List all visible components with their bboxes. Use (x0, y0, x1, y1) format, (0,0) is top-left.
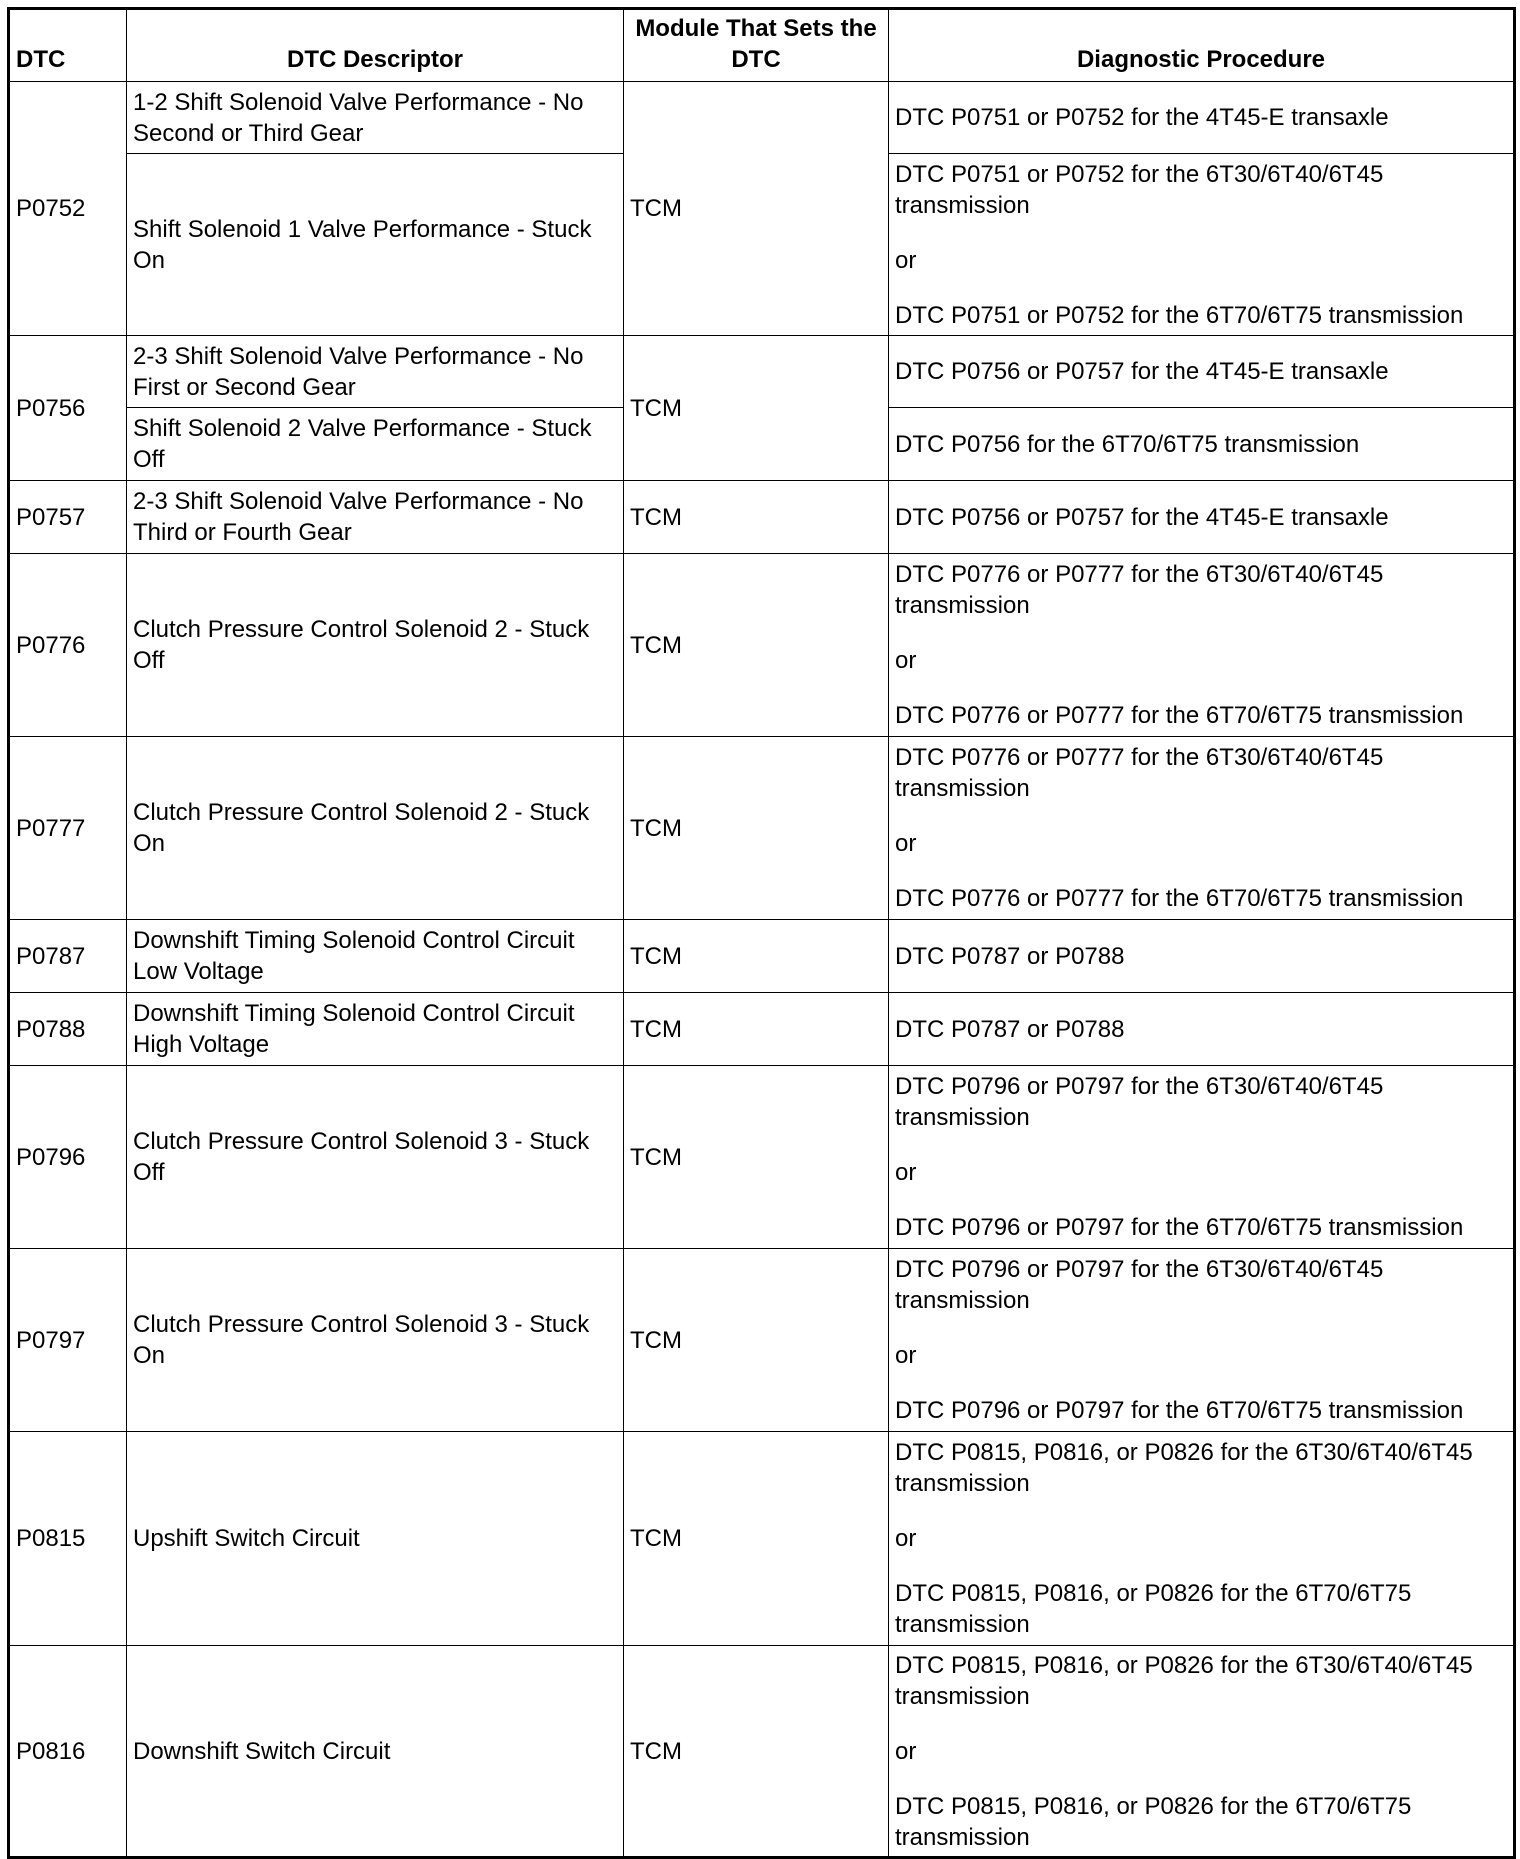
procedure-line: DTC P0796 or P0797 for the 6T70/6T75 transmission (895, 1214, 1464, 1241)
dtc-descriptor: 2-3 Shift Solenoid Valve Performance - No Third or Fourth Gear (127, 481, 624, 554)
module-cell: TCM (624, 82, 889, 336)
header-procedure: Diagnostic Procedure (889, 9, 1515, 82)
table-row-p0752-a (9, 82, 1515, 154)
dtc-descriptor: Upshift Switch Circuit (127, 1432, 624, 1646)
procedure-cell: DTC P0756 or P0757 for the 4T45-E transaxle (889, 336, 1515, 408)
procedure-or: or (895, 830, 917, 857)
module-cell: TCM (624, 336, 889, 481)
procedure-line: DTC P0815, P0816, or P0826 for the 6T30/6T40/6T45 transmission (895, 1651, 1473, 1710)
procedure-line: DTC P0796 or P0797 for the 6T30/6T40/6T45 transmission (895, 1073, 1384, 1131)
module-cell: TCM (624, 481, 889, 554)
dtc-table (7, 7, 1516, 1859)
procedure-cell (889, 1432, 1515, 1646)
table-row-p0816 (9, 1646, 1515, 1858)
module-cell: TCM (624, 1249, 889, 1432)
module-cell: TCM (624, 554, 889, 737)
module-cell: TCM (624, 1066, 889, 1249)
procedure-cell (889, 1066, 1515, 1249)
module-cell: TCM (624, 1432, 889, 1646)
procedure-or: or (895, 1737, 917, 1765)
procedure-line: DTC P0796 or P0797 for the 6T70/6T75 transmission (895, 1397, 1464, 1424)
procedure-line: DTC P0776 or P0777 for the 6T70/6T75 transmission (895, 885, 1464, 912)
dtc-descriptor: Shift Solenoid 2 Valve Performance - Stuck Off (127, 408, 624, 481)
procedure-cell: DTC P0751 or P0752 for the 4T45-E transaxle (889, 82, 1515, 154)
procedure-line: DTC P0776 or P0777 for the 6T70/6T75 transmission (895, 702, 1464, 729)
table-row-p0787 (9, 920, 1515, 993)
table-row-p0815 (9, 1432, 1515, 1646)
dtc-descriptor: Clutch Pressure Control Solenoid 3 - Stuck On (127, 1249, 624, 1432)
table-row-p0777 (9, 737, 1515, 920)
procedure-line: DTC P0815, P0816, or P0826 for the 6T30/6T40/6T45 transmission (895, 1439, 1473, 1497)
procedure-line: DTC P0815, P0816, or P0826 for the 6T70/6T75 transmission (895, 1792, 1412, 1851)
dtc-descriptor: Clutch Pressure Control Solenoid 2 - Stuck Off (127, 554, 624, 737)
procedure-cell: DTC P0787 or P0788 (889, 993, 1515, 1066)
procedure-cell (889, 1249, 1515, 1432)
dtc-code: P0756 (9, 336, 127, 481)
module-cell: TCM (624, 1646, 889, 1858)
header-module: Module That Sets the DTC (624, 9, 889, 82)
procedure-or: or (895, 1342, 917, 1369)
module-cell: TCM (624, 993, 889, 1066)
table-row-p0776 (9, 554, 1515, 737)
dtc-code: P0776 (9, 554, 127, 737)
dtc-code: P0815 (9, 1432, 127, 1646)
dtc-code: P0788 (9, 993, 127, 1066)
dtc-code: P0797 (9, 1249, 127, 1432)
dtc-descriptor: Downshift Timing Solenoid Control Circuit High Voltage (127, 993, 624, 1066)
dtc-descriptor: Clutch Pressure Control Solenoid 2 - Stuck On (127, 737, 624, 920)
procedure-or: or (895, 647, 917, 674)
table-row-p0788 (9, 993, 1515, 1066)
dtc-code: P0787 (9, 920, 127, 993)
header-dtc: DTC (9, 9, 127, 82)
table-row-p0796 (9, 1066, 1515, 1249)
table-row-p0757 (9, 481, 1515, 554)
procedure-cell (889, 1646, 1515, 1858)
procedure-or: or (895, 1525, 917, 1552)
dtc-code: P0777 (9, 737, 127, 920)
dtc-descriptor: Shift Solenoid 1 Valve Performance - Stuck On (127, 154, 624, 336)
procedure-cell: DTC P0787 or P0788 (889, 920, 1515, 993)
module-cell: TCM (624, 737, 889, 920)
procedure-cell: DTC P0756 or P0757 for the 4T45-E transaxle (889, 481, 1515, 554)
dtc-descriptor: 1-2 Shift Solenoid Valve Performance - No Second or Third Gear (127, 82, 624, 154)
module-cell: TCM (624, 920, 889, 993)
dtc-code: P0757 (9, 481, 127, 554)
procedure-line: DTC P0751 or P0752 for the 6T30/6T40/6T45 transmission (895, 160, 1384, 219)
procedure-line: DTC P0751 or P0752 for the 6T70/6T75 transmission (895, 301, 1464, 329)
procedure-cell (889, 737, 1515, 920)
dtc-code: P0752 (9, 82, 127, 336)
procedure-line: DTC P0776 or P0777 for the 6T30/6T40/6T45 transmission (895, 744, 1384, 802)
procedure-line: DTC P0776 or P0777 for the 6T30/6T40/6T45 transmission (895, 561, 1384, 619)
dtc-descriptor: Clutch Pressure Control Solenoid 3 - Stuck Off (127, 1066, 624, 1249)
table-row-p0756-a (9, 336, 1515, 408)
dtc-descriptor: Downshift Timing Solenoid Control Circuit Low Voltage (127, 920, 624, 993)
procedure-or: or (895, 246, 917, 274)
dtc-descriptor: 2-3 Shift Solenoid Valve Performance - No First or Second Gear (127, 336, 624, 408)
dtc-code: P0816 (9, 1646, 127, 1858)
header-descriptor: DTC Descriptor (127, 9, 624, 82)
procedure-line: DTC P0796 or P0797 for the 6T30/6T40/6T45 transmission (895, 1256, 1384, 1314)
header-row (9, 9, 1515, 82)
procedure-cell (889, 554, 1515, 737)
dtc-code: P0796 (9, 1066, 127, 1249)
procedure-cell (889, 154, 1515, 336)
procedure-line: DTC P0815, P0816, or P0826 for the 6T70/6T75 transmission (895, 1580, 1412, 1638)
procedure-cell: DTC P0756 for the 6T70/6T75 transmission (889, 408, 1515, 481)
dtc-descriptor: Downshift Switch Circuit (127, 1646, 624, 1858)
table-row-p0797 (9, 1249, 1515, 1432)
procedure-or: or (895, 1159, 917, 1186)
